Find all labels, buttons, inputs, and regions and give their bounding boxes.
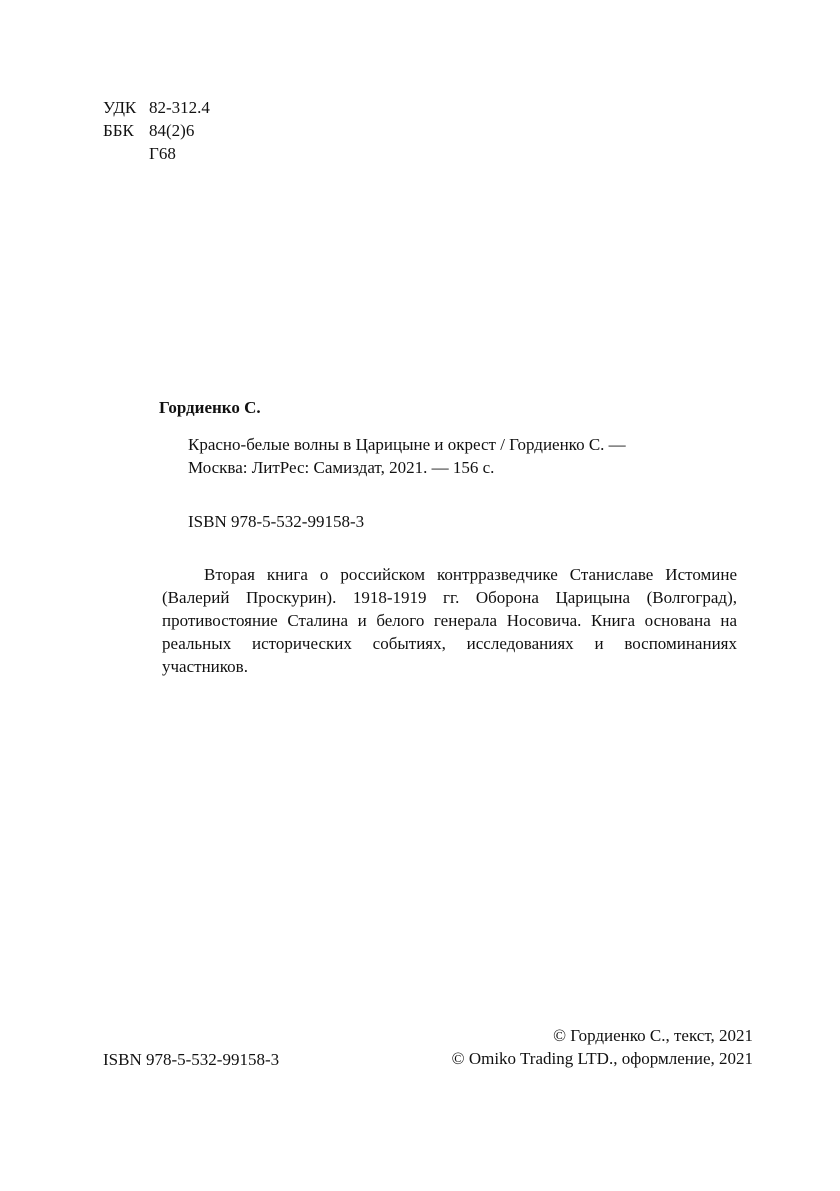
copyright-block [452,1024,753,1070]
classification-row-bbk [103,119,210,142]
bibliographic-line-publisher: Москва: ЛитРес: Самиздат, 2021. — 156 с. [188,458,495,477]
classification-code: ББК [103,121,134,140]
classification-row-author-mark [103,142,210,165]
classification-value: 84(2)6 [149,121,195,140]
bibliographic-line-title: Красно-белые волны в Царицыне и окрест / Гордиенко С. — [188,435,626,454]
copyright-design: © Omiko Trading LTD., оформление, 2021 [451,1049,753,1068]
abstract-paragraph: Вторая книга о российском контрразведчике Станиславе Истомине (Валерий Проскурин). 1918-1919 гг. Оборона Царицына (Волгоград), противостояние Сталина и белого генерала Носовича. Книга основана на реальных исторических событиях, исследованиях и воспоминаниях участников. [162,565,737,676]
classification-block [103,96,210,165]
copyright-text: © Гордиенко С., текст, 2021 [553,1026,753,1045]
isbn-main: ISBN 978-5-532-99158-3 [188,512,365,531]
isbn-footer: ISBN 978-5-532-99158-3 [103,1050,280,1069]
bibliographic-description [188,433,626,479]
author-heading: Гордиенко С. [159,398,261,417]
classification-value: 82-312.4 [149,98,210,117]
classification-code: УДК [103,98,137,117]
classification-value: Г68 [149,144,176,163]
classification-row-udk [103,96,210,119]
